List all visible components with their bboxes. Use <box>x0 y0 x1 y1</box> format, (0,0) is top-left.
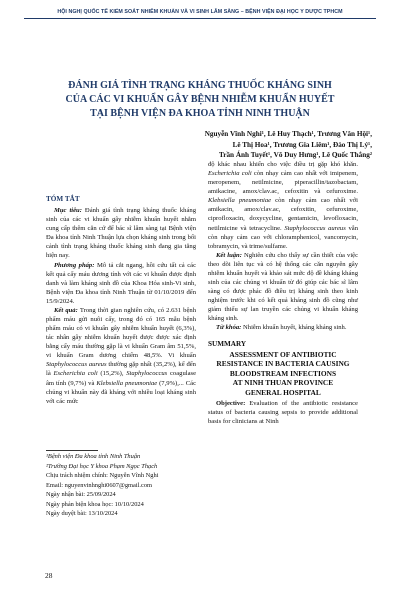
english-title-line: RESISTANCE IN BACTERIA CAUSING <box>216 359 350 369</box>
method-label: Phương pháp: <box>54 261 95 269</box>
keywords-text: Nhiễm khuẩn huyết, kháng kháng sinh. <box>241 324 347 332</box>
body-text: vẫn còn nhạy cảm cao với chloramphenicol, vancomycin, tobramycin, và trime/sulfame. <box>208 224 359 250</box>
results-text: (7,9%),... Các chủng vi khuẩn này đã kháng với nhiều loại kháng sinh với các mức <box>46 379 196 405</box>
species-name: Staphylococcus aureus <box>284 224 346 232</box>
title-line: ĐÁNH GIÁ TÌNH TRẠNG KHÁNG THUỐC KHÁNG SINH <box>68 80 332 91</box>
english-title-line: BLOODSTREAM INFECTIONS <box>229 368 337 378</box>
species-name: Escherichia coli <box>208 170 252 178</box>
body-text: còn nhạy cảm cao nhất với imipenem, meropenem, netilmicine, piperacillin/tazobactam, amikacine, amox/clav.ac, cefoxitin và cefuroxime. <box>208 170 358 196</box>
results-label: Kết quả: <box>54 306 78 314</box>
body-text: độ khác nhau khiến cho việc điều trị gặp khó khăn. <box>208 161 358 168</box>
species-name: Escherichia coli <box>53 370 98 378</box>
page-number: 28 <box>45 571 53 580</box>
conclusion-label: Kết luận: <box>216 251 242 259</box>
objective-label: Mục tiêu: <box>54 207 82 215</box>
footnote-email: Email: nguyenvinhnghi0607@gmail.com <box>46 481 152 489</box>
footnote-affiliation: ¹Bệnh viện Đa khoa tỉnh Ninh Thuận <box>46 453 141 460</box>
english-title-line: GENERAL HOSPITAL <box>245 387 321 397</box>
species-name: Klebsiella pneumoniae <box>96 379 158 387</box>
keywords-paragraph <box>208 323 358 332</box>
results-text: coagulase âm tính (9,7%) và <box>46 370 196 387</box>
method-text: Mô tả cắt ngang, hồi cứu tất cả các kết quả cấy máu dương tính với các vi khuẩn được định danh và làm kháng sinh đồ của Khoa Hóa sinh-Vi sinh, Bệnh viện Đa khoa tỉnh Ninh Thuận từ 01/10/2019 đến 15/9/2024. <box>46 261 196 305</box>
title-line: CỦA CÁC VI KHUẨN GÂY BỆNH NHIỄM KHUẨN HUYẾT <box>65 94 335 105</box>
footnote-corresponding: Chịu trách nhiệm chính: Nguyễn Vĩnh Nghi <box>46 472 159 479</box>
author-line: Nguyễn Vĩnh Nghi¹, Lê Huy Thạch¹, Trương Văn Hội¹, <box>204 130 372 138</box>
running-header: HỘI NGHỊ QUỐC TẾ KIỂM SOÁT NHIỄM KHUẨN VÀ VI SINH LÂM SÀNG – BỆNH VIỆN ĐẠI HỌC Y DƯỢC TPHCM <box>57 9 343 15</box>
objective-text: Đánh giá tình trạng kháng thuốc kháng sinh của các vi khuẩn gây nhiễm khuẩn huyết nhằm cung cấp thêm căn cứ để bác sĩ lâm sàng tại Bệnh viện Đa khoa tỉnh Ninh Thuận lựa chọn kháng sinh trong bối cảnh tình trạng kháng thuốc kháng sinh đang gia tăng hiện nay. <box>46 207 196 260</box>
author-list <box>150 129 372 161</box>
species-name: Staphylococcus aureus <box>46 361 107 369</box>
english-objective-paragraph <box>208 399 358 426</box>
english-objective-text: Evaluation of the antibiotic resistance status of bacteria causing sepsis to provide additional basis for clinicians at Ninh <box>208 399 358 425</box>
species-name: Klebsiella pneumoniae <box>208 197 272 205</box>
left-column <box>46 195 196 406</box>
english-title-line: ASSESSMENT OF ANTIBIOTIC <box>229 349 337 359</box>
results-text: Trong thời gian nghiên cứu, có 2.631 bệnh phẩm máu gửi nuôi cấy, trong đó có 165 mẫu bệnh phẩm máu có vi khuẩn gây nhiễm khuẩn huyết (6,3%), tác nhân gây nhiễm khuẩn huyết được được xác định bằng cấy máu thường gặp là vi khuẩn Gram âm 51,5%, vi khuẩn Gram dương chiếm 48,5%. Vi khuẩn <box>46 306 196 360</box>
results-text: thường gặp nhất (35,2%), kế đến là <box>46 361 196 378</box>
footnote-date: Ngày duyệt bài: 13/10/2024 <box>46 510 118 517</box>
english-objective-label: Objective: <box>216 399 246 407</box>
species-name: Staphylococcus <box>126 370 168 378</box>
footnote-date: Ngày phản biện khoa học: 10/10/2024 <box>46 500 144 508</box>
results-text: (15,2%), <box>97 370 127 378</box>
results-paragraph <box>46 306 196 406</box>
method-paragraph <box>46 261 196 306</box>
title-line: TẠI BỆNH VIỆN ĐA KHOA TỈNH NINH THUẬN <box>90 108 310 119</box>
english-title-line: AT NINH THUAN PROVINCE <box>232 378 334 388</box>
author-line: Trần Ánh Tuyết¹, Võ Duy Hưng¹, Lê Quốc Thắng² <box>219 151 372 160</box>
results-continued-paragraph <box>208 160 358 251</box>
spacer <box>208 332 358 340</box>
body-text: còn nhạy cảm cao nhất với amikacin, amox/clav.ac, cefoxitin, cefuroxime, ciprofloxacin, doxycycline, gentamicin, levofloxacin, netilmicine và tetracycline. <box>208 197 358 232</box>
footnotes <box>46 452 206 519</box>
conclusion-paragraph <box>208 251 358 324</box>
english-title <box>208 350 358 398</box>
keywords-label: Từ khóa: <box>216 324 242 332</box>
article-title <box>40 79 360 121</box>
header-divider <box>24 18 376 19</box>
right-column <box>208 160 358 426</box>
summary-heading: SUMMARY <box>208 340 247 349</box>
abstract-heading: TÓM TẮT <box>46 195 80 203</box>
footnote-divider <box>46 450 98 451</box>
conclusion-text: Nghiên cứu cho thấy sự cần thiết của việc theo dõi liên tục và có hệ thống các căn nguyên gây nhiễm khuẩn huyết và khảo sát mức độ đề kháng kháng sinh của các chủng vi khuẩn từ đó giúp các bác sĩ lâm sàng có được phác đồ điều trị kháng sinh theo kinh nghiệm trước khi có kết quả kháng sinh đồ cũng như giảm thiểu sự lan truyền các chủng vi khuẩn kháng kháng sinh. <box>208 251 359 323</box>
footnote-date: Ngày nhận bài: 25/09/2024 <box>46 491 116 498</box>
objective-paragraph <box>46 206 196 260</box>
footnote-affiliation: ²Trường Đại học Y khoa Phạm Ngọc Thạch <box>46 462 158 470</box>
author-line: Lê Thị Hoa¹, Trương Gia Liêm¹, Đào Thị Lý¹, <box>232 140 372 149</box>
